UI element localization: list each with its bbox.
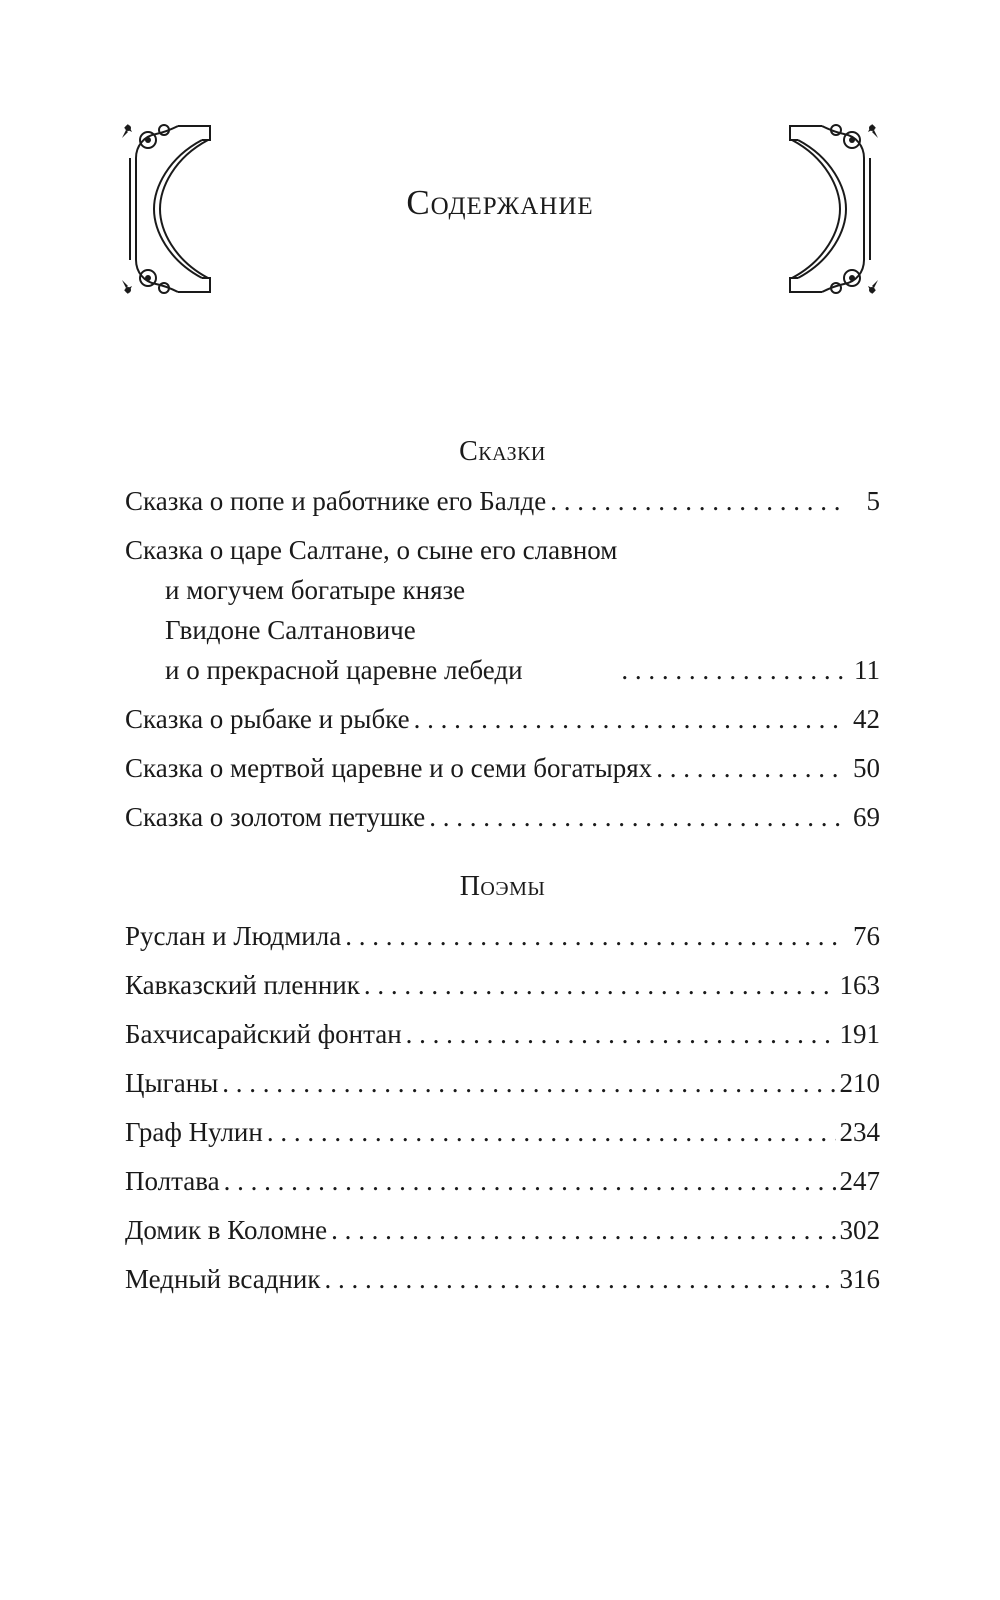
toc-page-number: 76 [853,921,880,951]
toc-entry-title-line: Сказка о рыбаке и рыбке [125,704,410,734]
dot-leader [406,1014,836,1054]
toc-entry-title-line: и о прекрасной царевне лебеди [165,655,523,685]
dot-leader [267,1112,836,1152]
toc-entry-title [125,1112,263,1152]
toc-entry-title-line: Сказка о попе и работнике его Балде [125,486,547,516]
dot-leader [414,699,846,739]
toc-entry-title [125,748,652,788]
table-of-contents [125,432,880,1299]
toc-entry-title-line: Цыганы [125,1068,219,1098]
toc-entry[interactable] [125,699,880,739]
toc-entry-title [125,916,341,956]
page-title: Содержание [406,183,594,222]
toc-page-number: 50 [853,753,880,783]
toc-entry-title-line: Домик в Коломне [125,1215,328,1245]
toc-entry[interactable] [125,797,880,837]
toc-page-number: 69 [853,802,880,832]
dot-leader [656,748,846,788]
dot-leader [331,1210,835,1250]
toc-entry-title [125,1063,218,1103]
toc-entry-title [125,1259,320,1299]
toc-entry-title-line: Кавказский пленник [125,970,360,1000]
toc-entry-title [125,1210,327,1250]
toc-entry[interactable] [125,748,880,788]
dot-leader [429,797,846,837]
toc-entry-title [125,965,360,1005]
dot-leader [550,481,846,521]
dot-leader [224,1161,836,1201]
toc-entry-title [125,1161,220,1201]
toc-entry[interactable] [125,530,880,690]
toc-page-number: 247 [839,1166,880,1196]
toc-entry-title-line: Сказка о мертвой царевне и о семи богатырях [125,753,653,783]
toc-page-number: 210 [839,1068,880,1098]
toc-entry-title [125,699,410,739]
toc-entry-title-line: Бахчисарайский фонтан [125,1019,402,1049]
toc-page-number: 163 [839,970,880,1000]
toc-entry-title-line: Полтава [125,1166,220,1196]
toc-page-number: 5 [866,486,880,516]
toc-entry-title [125,481,546,521]
toc-entry-title [125,530,617,690]
toc-entry-title-line: Граф Нулин [125,1117,263,1147]
toc-entry[interactable] [125,481,880,521]
toc-page-number: 42 [853,704,880,734]
toc-entry-title-line: Медный всадник [125,1264,321,1294]
toc-entry-title-line: Гвидоне Салтановиче [165,615,416,645]
toc-entry[interactable] [125,1112,880,1152]
toc-entry-title-line: Сказка о царе Салтане, о сыне его славном [125,535,618,565]
toc-entry-title [125,797,425,837]
section-heading-tales: Сказки [459,436,546,467]
toc-page-number: 11 [854,655,880,685]
toc-entry[interactable] [125,1210,880,1250]
toc-entry[interactable] [125,1063,880,1103]
toc-entry[interactable] [125,916,880,956]
dot-leader [364,965,836,1005]
toc-entry-title-line: и могучем богатыре князе [165,575,466,605]
toc-entry[interactable] [125,1014,880,1054]
toc-entry[interactable] [125,965,880,1005]
toc-page-number: 316 [839,1264,880,1294]
dot-leader [324,1259,835,1299]
section-divider [125,837,880,867]
section-heading-poems: Поэмы [459,871,546,902]
toc-page-number: 234 [839,1117,880,1147]
toc-entry[interactable] [125,1161,880,1201]
dot-leader [222,1063,835,1103]
toc-page-number: 191 [839,1019,880,1049]
dot-leader [345,916,846,956]
toc-entry-title [125,1014,402,1054]
toc-page-number: 302 [839,1215,880,1245]
dot-leader [621,650,846,690]
toc-entry[interactable] [125,1259,880,1299]
toc-entry-title-line: Сказка о золотом петушке [125,802,426,832]
toc-entry-title-line: Руслан и Людмила [125,921,342,951]
